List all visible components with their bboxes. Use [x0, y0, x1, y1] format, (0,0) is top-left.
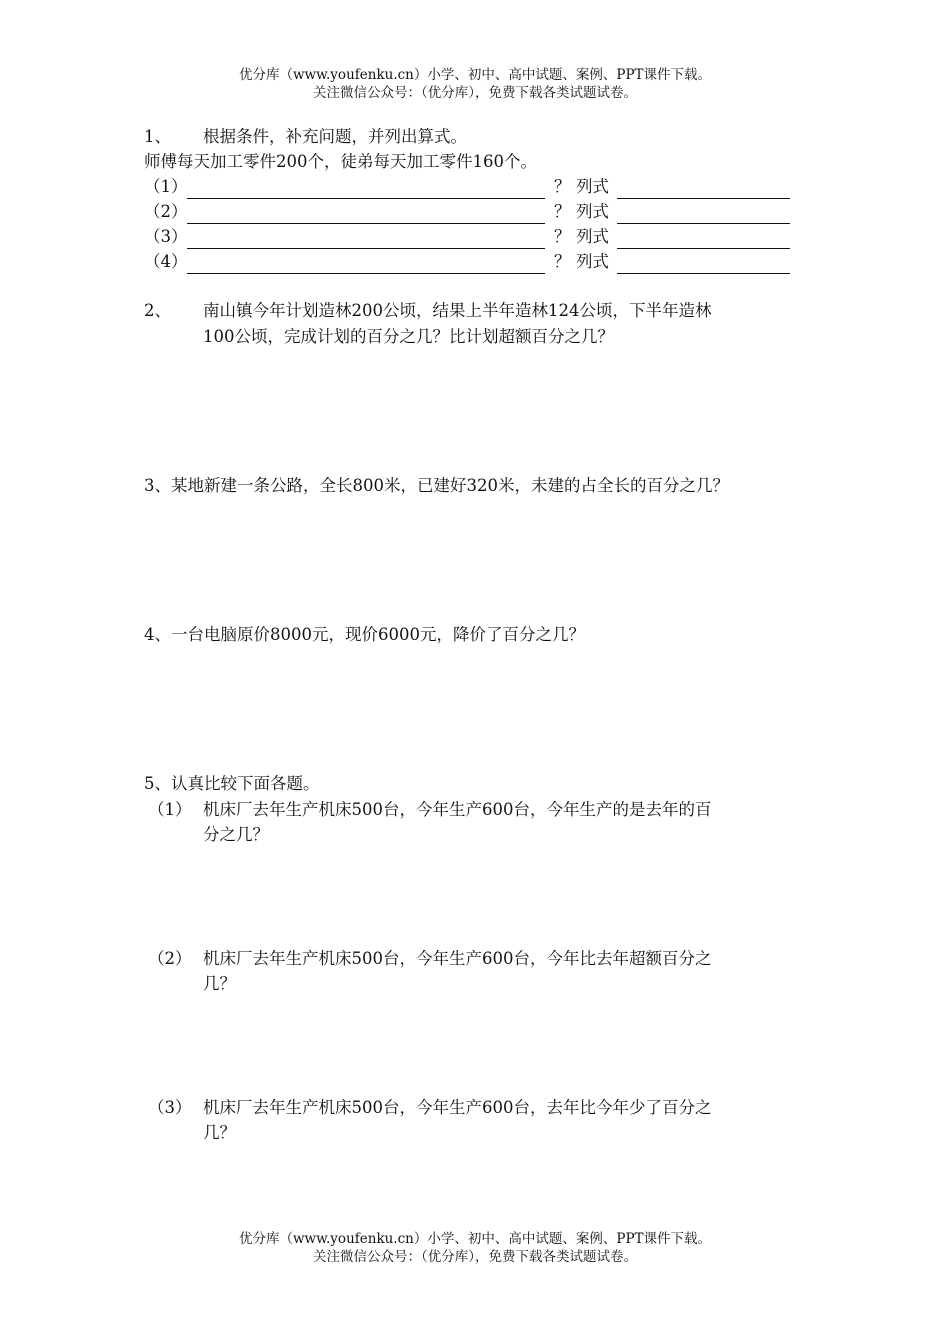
q1-item-formula-line[interactable]: [617, 223, 790, 224]
q1-condition: 师傅每天加工零件200个，徒弟每天加工零件160个。: [144, 152, 537, 171]
q1-item-question-mark: ？: [554, 177, 571, 196]
q1-item-formula-line[interactable]: [617, 273, 790, 274]
q1-text: 根据条件，补充问题，并列出算式。: [203, 127, 467, 146]
q1-item-answer-line[interactable]: [187, 248, 545, 249]
q5-item-line-1: 机床厂去年生产机床500台，今年生产600台，去年比今年少了百分之: [203, 1098, 712, 1117]
q1-item-answer-line[interactable]: [187, 273, 545, 274]
q5-title: 5、认真比较下面各题。: [144, 774, 320, 793]
q1-item-formula-label: 列式: [576, 202, 609, 221]
q1-item-question-mark: ？: [554, 202, 571, 221]
q2-line-1: 南山镇今年计划造林200公顷，结果上半年造林124公顷，下半年造林: [203, 301, 712, 320]
q1-item-formula-line[interactable]: [617, 198, 790, 199]
q1-item-label: （3）: [144, 227, 188, 246]
q1-item-formula-label: 列式: [576, 252, 609, 271]
q5-item-label: （1）: [148, 800, 192, 819]
footer-line-1: 优分库（www.youfenku.cn）小学、初中、高中试题、案例、PPT课件下载。: [238, 1231, 712, 1247]
q5-item-line-2: 几？: [203, 974, 236, 993]
footer-line-2: 关注微信公众号：（优分库），免费下载各类试题试卷。: [313, 1249, 637, 1265]
header-line-2: 关注微信公众号：（优分库），免费下载各类试题试卷。: [313, 85, 637, 101]
q4-text: 4、一台电脑原价8000元，现价6000元，降价了百分之几？: [144, 625, 585, 644]
q1-item-answer-line[interactable]: [187, 223, 545, 224]
q1-item-formula-line[interactable]: [617, 248, 790, 249]
q5-item-label: （3）: [148, 1098, 192, 1117]
q1-number: 1、: [144, 127, 171, 146]
q1-item-question-mark: ？: [554, 227, 571, 246]
q2-line-2: 100公顷，完成计划的百分之几？比计划超额百分之几？: [203, 327, 614, 346]
q5-item-line-2: 几？: [203, 1123, 236, 1142]
q1-item-question-mark: ？: [554, 252, 571, 271]
header-line-1: 优分库（www.youfenku.cn）小学、初中、高中试题、案例、PPT课件下载。: [238, 67, 712, 83]
q1-item-label: （4）: [144, 252, 188, 271]
q1-item-label: （1）: [144, 177, 188, 196]
q5-item-line-1: 机床厂去年生产机床500台，今年生产600台，今年比去年超额百分之: [203, 949, 712, 968]
q1-item-formula-label: 列式: [576, 177, 609, 196]
q5-item-label: （2）: [148, 949, 192, 968]
q1-item-formula-label: 列式: [576, 227, 609, 246]
q1-item-label: （2）: [144, 202, 188, 221]
q3-text: 3、某地新建一条公路，全长800米，已建好320米，未建的占全长的百分之几？: [144, 476, 729, 495]
q2-number: 2、: [144, 301, 171, 320]
q5-item-line-2: 分之几？: [203, 825, 269, 844]
q1-item-answer-line[interactable]: [187, 198, 545, 199]
q5-item-line-1: 机床厂去年生产机床500台，今年生产600台，今年生产的是去年的百: [203, 800, 712, 819]
